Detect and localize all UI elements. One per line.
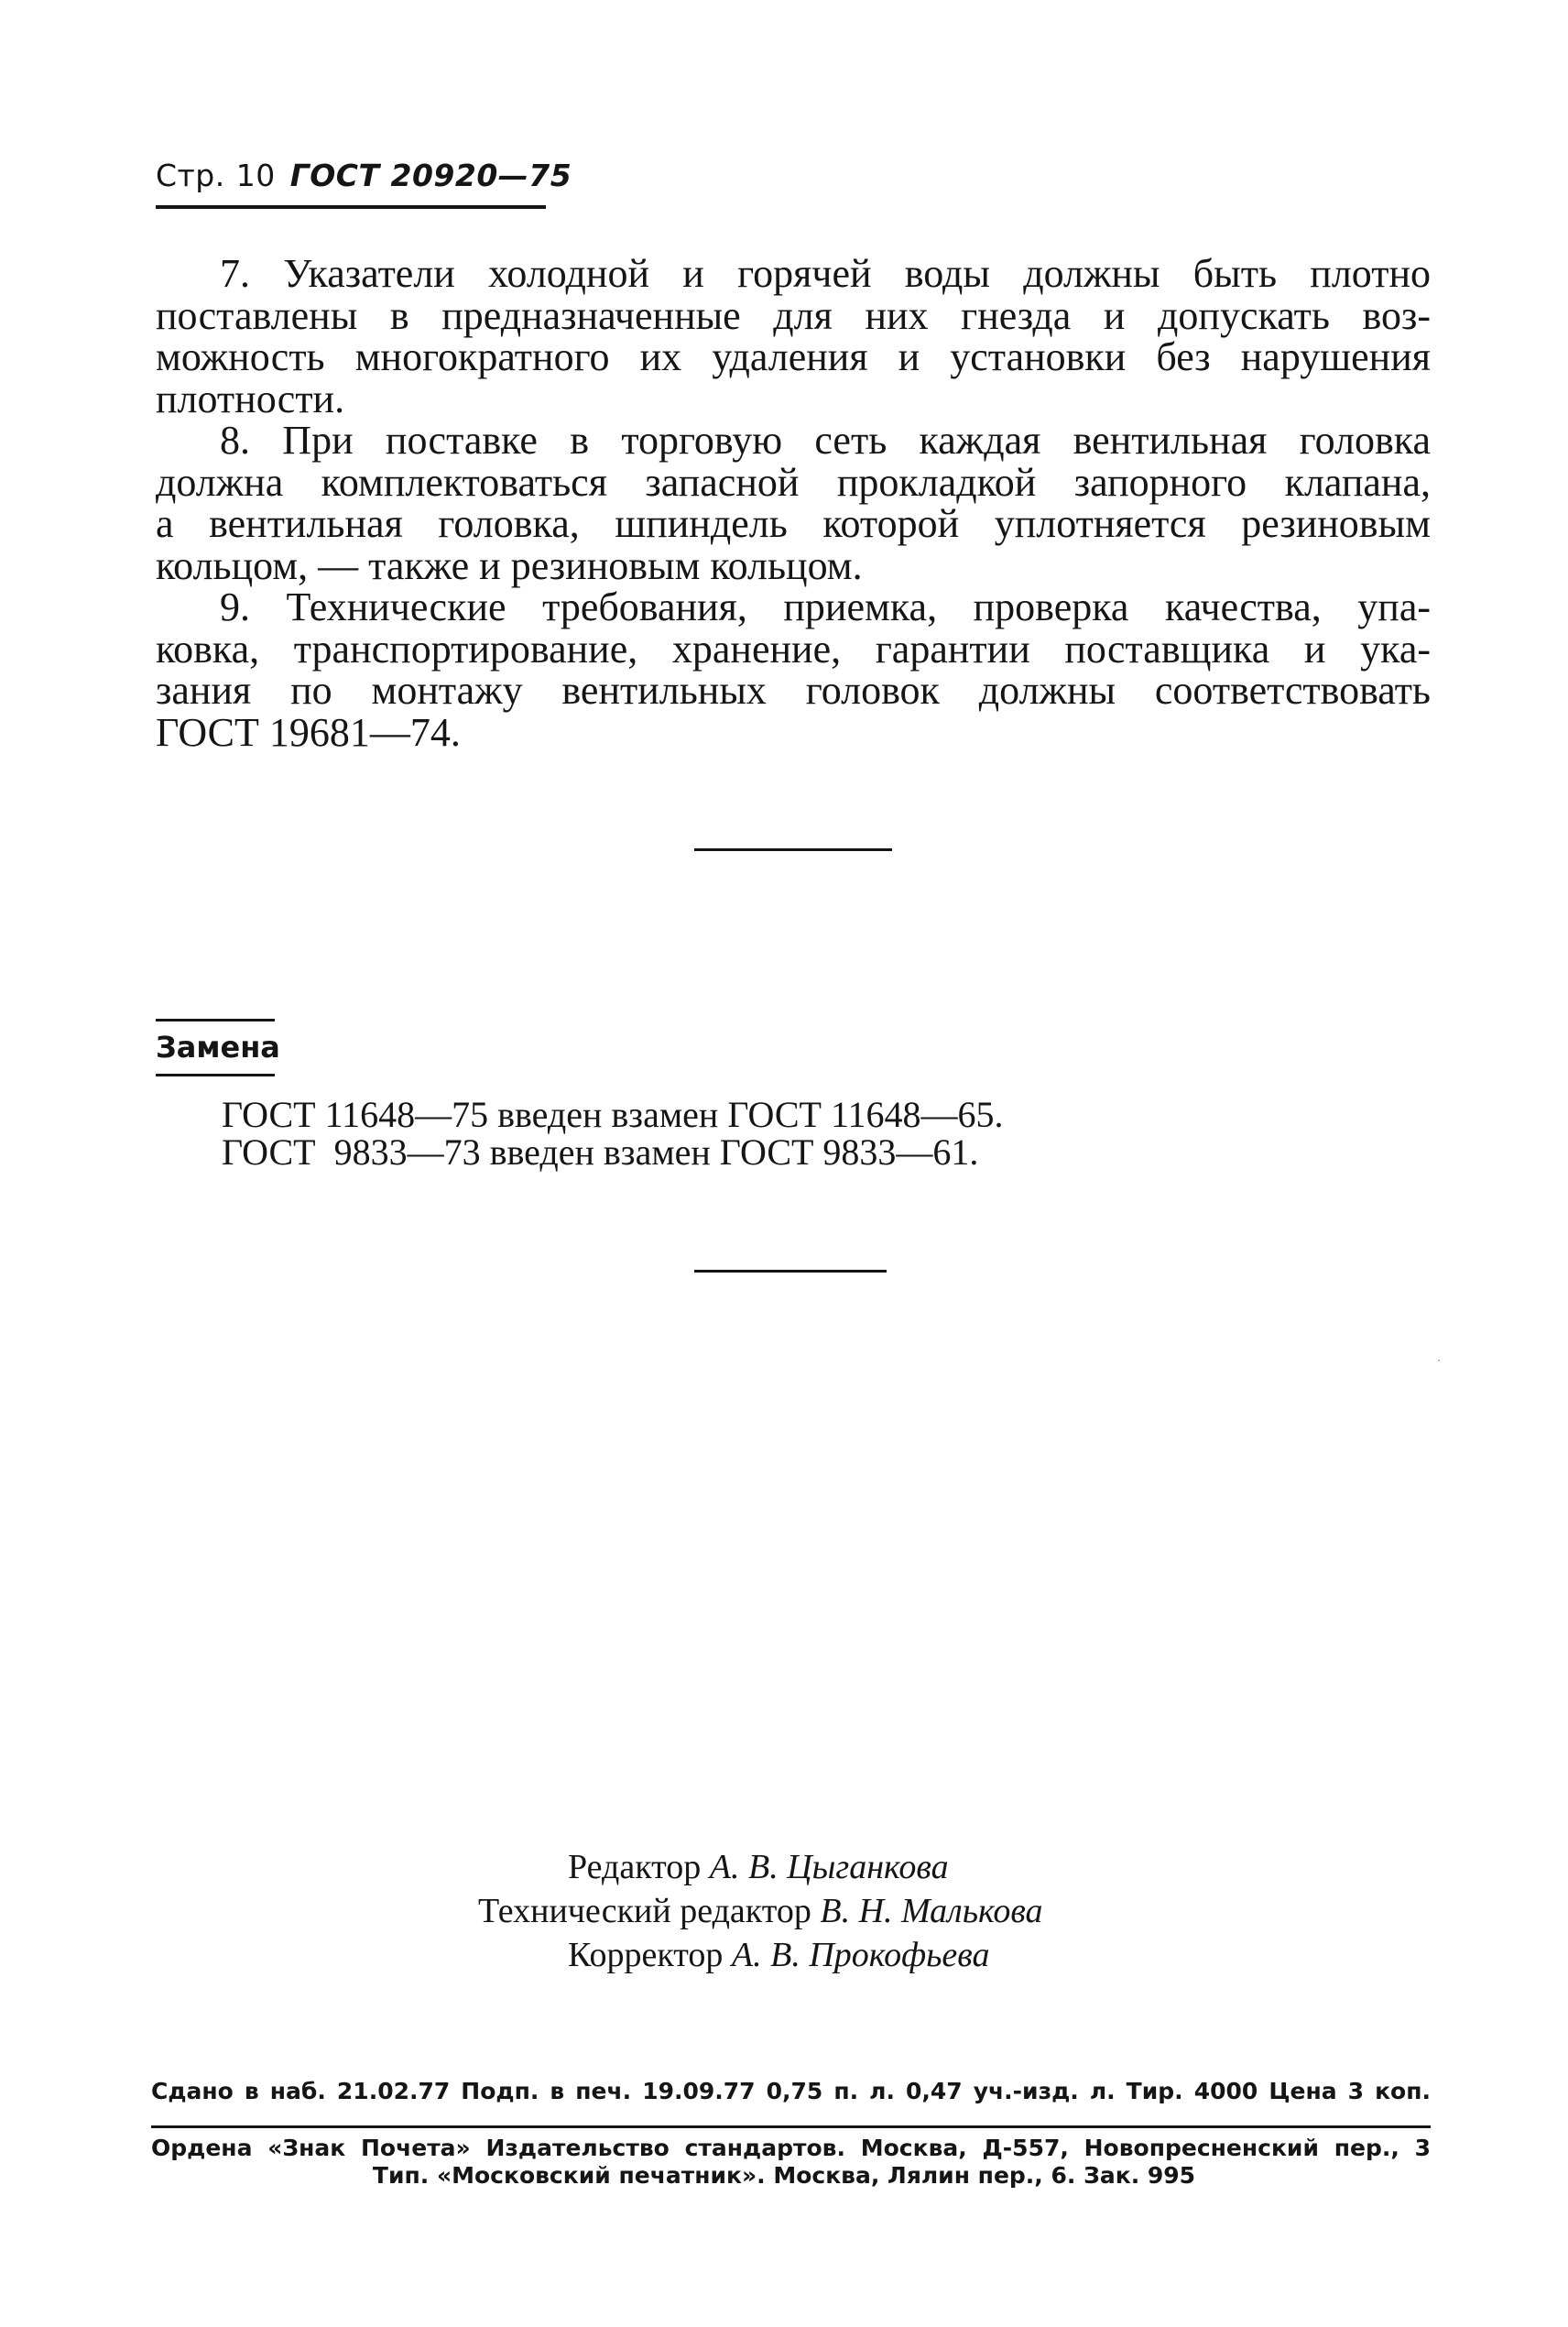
credit-editor: [568, 1845, 949, 1890]
page-header: [156, 158, 572, 193]
zamena-item: ГОСТ 11648—75 введен взамен ГОСТ 11648—65.: [222, 1094, 1004, 1135]
zamena-rule-top: [156, 1019, 275, 1021]
paragraph-8: [156, 420, 1431, 586]
paragraph-7: [156, 253, 1431, 420]
text-line: 9. Технические требования, приемка, проверка качества, упа-: [220, 584, 1431, 629]
text-line: кольцом, — также и резиновым кольцом.: [156, 542, 863, 588]
zamena-heading: Замена: [156, 1030, 280, 1065]
zamena-item: ГОСТ 9833—73 введен взамен ГОСТ 9833—61.: [222, 1131, 979, 1173]
section-separator: [694, 848, 892, 851]
text-line: 7. Указатели холодной и горячей воды должны быть плотно: [220, 251, 1431, 296]
zamena-rule-bottom: [156, 1074, 275, 1076]
section-separator: [694, 1270, 887, 1273]
body-text: [156, 253, 1431, 753]
page-prefix: Стр.: [156, 158, 225, 193]
imprint-line-3: Тип. «Московский печатник». Москва, Лялин пер., 6. Зак. 995: [372, 2162, 1196, 2189]
credit-name: А. В. Цыганкова: [709, 1848, 949, 1886]
credit-technical-editor: [478, 1889, 1043, 1934]
paragraph-9: [156, 586, 1431, 753]
zamena-list: [222, 1096, 1003, 1171]
credit-role: Технический редактор: [478, 1892, 811, 1930]
text-line: ковка, транспортирование, хранение, гарантии поставщика и ука-: [156, 626, 1431, 672]
text-line: плотности.: [156, 376, 345, 421]
text-line: зания по монтажу вентильных головок должны соответствовать: [156, 668, 1431, 713]
credit-name: А. В. Прокофьева: [731, 1936, 990, 1974]
credit-role: Редактор: [568, 1848, 702, 1886]
header-rule: [156, 205, 546, 209]
text-line: а вентильная головка, шпиндель которой уплотняется резиновым: [156, 501, 1431, 546]
imprint-line-2: Ордена «Знак Почета» Издательство стандартов. Москва, Д-557, Новопресненский пер., 3: [151, 2135, 1431, 2161]
text-line: поставлены в предназначенные для них гнезда и допускать воз-: [156, 292, 1431, 338]
text-line: можность многократного их удаления и установки без нарушения: [156, 334, 1431, 379]
text-line: ГОСТ 19681—74.: [156, 709, 461, 755]
credit-role: Корректор: [568, 1936, 724, 1974]
standard-number: ГОСТ 20920—75: [289, 158, 572, 193]
imprint-rule: [151, 2125, 1431, 2128]
text-line: должна комплектоваться запасной прокладкой запорного клапана,: [156, 459, 1431, 505]
imprint-line-1: Сдано в наб. 21.02.77 Подп. в печ. 19.09.77 0,75 п. л. 0,47 уч.-изд. л. Тир. 4000 Цена 3 коп.: [151, 2078, 1431, 2104]
credit-name: В. Н. Малькова: [820, 1892, 1043, 1930]
page-number: 10: [235, 158, 276, 193]
credit-corrector: [568, 1933, 989, 1978]
text-line: 8. При поставке в торговую сеть каждая вентильная головка: [220, 418, 1431, 463]
scan-speck: [1438, 1360, 1440, 1361]
